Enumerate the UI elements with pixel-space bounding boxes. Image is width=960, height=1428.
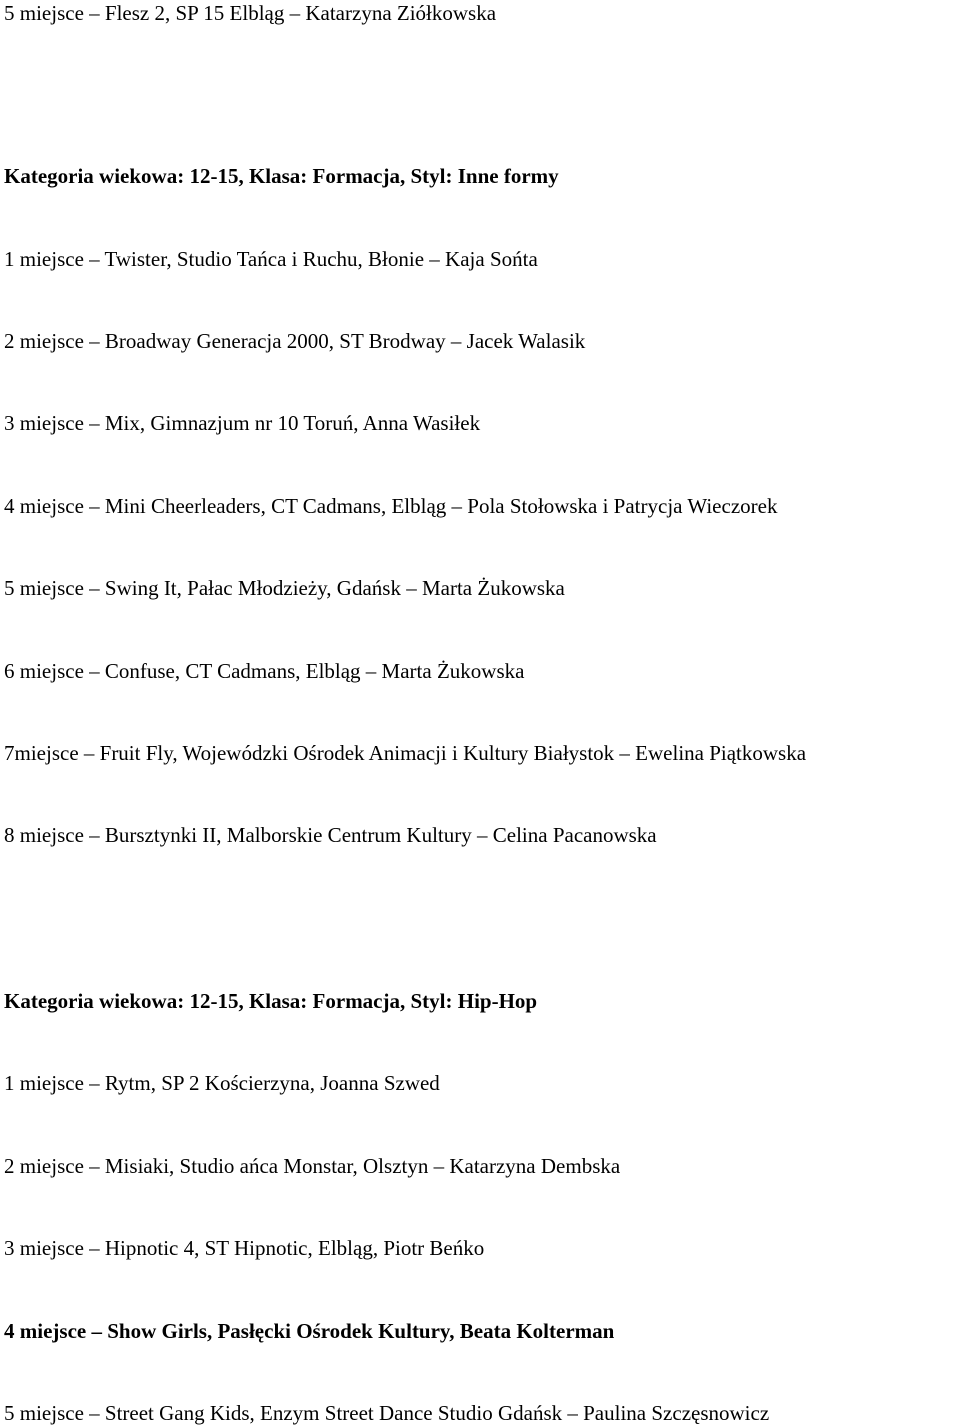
result-line: 8 miejsce – Bursztynki II, Malborskie Centrum Kultury – Celina Pacanowska xyxy=(4,823,657,847)
result-line: 3 miejsce – Mix, Gimnazjum nr 10 Toruń, Anna Wasiłek xyxy=(4,411,481,435)
result-line: 2 miejsce – Misiaki, Studio ańca Monstar, Olsztyn – Katarzyna Dembska xyxy=(4,1154,621,1178)
result-line: 6 miejsce – Confuse, CT Cadmans, Elbląg – Marta Żukowska xyxy=(4,659,525,683)
result-line: 7miejsce – Fruit Fly, Wojewódzki Ośrodek Animacji i Kultury Białystok – Ewelina Piątkowska xyxy=(4,741,807,765)
result-line: 5 miejsce – Street Gang Kids, Enzym Street Dance Studio Gdańsk – Paulina Szczęsnowicz xyxy=(4,1401,770,1425)
category-heading: Kategoria wiekowa: 12-15, Klasa: Formacja, Styl: Hip-Hop xyxy=(4,989,538,1013)
result-line: 2 miejsce – Broadway Generacja 2000, ST Brodway – Jacek Walasik xyxy=(4,329,586,353)
result-line: 4 miejsce – Mini Cheerleaders, CT Cadmans, Elbląg – Pola Stołowska i Patrycja Wieczorek xyxy=(4,494,778,518)
result-line: 1 miejsce – Rytm, SP 2 Kościerzyna, Joanna Szwed xyxy=(4,1071,440,1095)
result-line: 3 miejsce – Hipnotic 4, ST Hipnotic, Elbląg, Piotr Beńko xyxy=(4,1236,485,1260)
category-heading: Kategoria wiekowa: 12-15, Klasa: Formacja, Styl: Inne formy xyxy=(4,164,559,188)
result-line-top: 5 miejsce – Flesz 2, SP 15 Elbląg – Katarzyna Ziółkowska xyxy=(4,1,497,25)
result-line: 5 miejsce – Swing It, Pałac Młodzieży, Gdańsk – Marta Żukowska xyxy=(4,576,565,600)
result-line: 1 miejsce – Twister, Studio Tańca i Ruchu, Błonie – Kaja Sońta xyxy=(4,247,538,271)
result-line: 4 miejsce – Show Girls, Pasłęcki Ośrodek Kultury, Beata Kolterman xyxy=(4,1319,615,1343)
